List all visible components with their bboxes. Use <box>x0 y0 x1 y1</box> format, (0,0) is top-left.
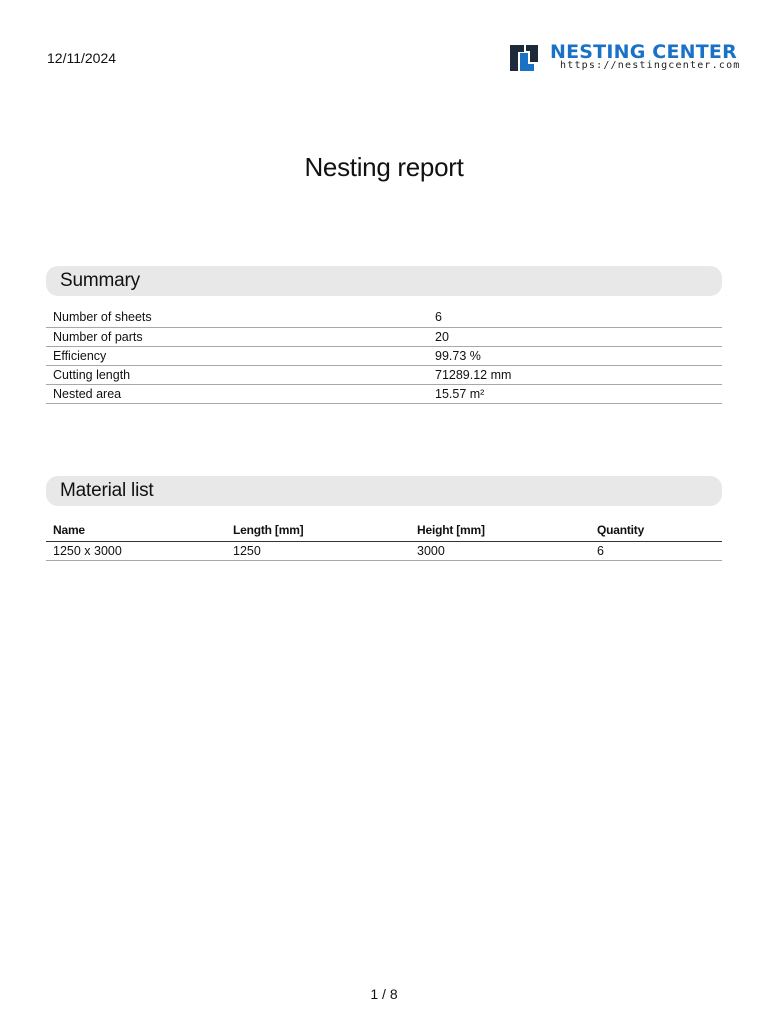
table-row <box>46 308 722 327</box>
summary-label: Efficiency <box>46 346 428 365</box>
column-header-quantity: Quantity <box>590 519 722 541</box>
summary-label: Number of parts <box>46 327 428 346</box>
table-row <box>46 541 722 560</box>
summary-label: Number of sheets <box>46 308 428 327</box>
column-header-name: Name <box>46 519 226 541</box>
table-header-row <box>46 519 722 541</box>
page-number: 1 / 8 <box>370 986 398 1002</box>
column-header-height: Height [mm] <box>410 519 590 541</box>
summary-value: 15.57 m² <box>428 384 722 403</box>
material-quantity-cell: 6 <box>590 541 722 560</box>
material-list-section-header <box>46 476 722 506</box>
material-list-table <box>46 519 722 561</box>
nesting-center-logo[interactable] <box>510 41 741 73</box>
summary-section-header <box>46 266 722 296</box>
material-height-cell: 3000 <box>410 541 590 560</box>
material-length-cell: 1250 <box>226 541 410 560</box>
summary-value: 99.73 % <box>428 346 722 365</box>
report-date: 12/11/2024 <box>47 50 117 66</box>
summary-heading: Summary <box>60 270 140 291</box>
table-row <box>46 384 722 403</box>
table-row <box>46 346 722 365</box>
summary-label: Cutting length <box>46 365 428 384</box>
logo-url[interactable]: https://nestingcenter.com <box>560 60 741 71</box>
summary-label: Nested area <box>46 384 428 403</box>
nesting-center-logo-icon <box>510 43 540 71</box>
material-name-cell: 1250 x 3000 <box>46 541 226 560</box>
summary-table <box>46 308 722 404</box>
material-list-heading: Material list <box>60 480 154 501</box>
summary-value: 20 <box>428 327 722 346</box>
summary-value: 71289.12 mm <box>428 365 722 384</box>
table-row <box>46 365 722 384</box>
logo-title: NESTING CENTER <box>550 41 737 63</box>
page-title: Nesting report <box>304 152 464 182</box>
summary-value: 6 <box>428 308 722 327</box>
table-row <box>46 327 722 346</box>
column-header-length: Length [mm] <box>226 519 410 541</box>
